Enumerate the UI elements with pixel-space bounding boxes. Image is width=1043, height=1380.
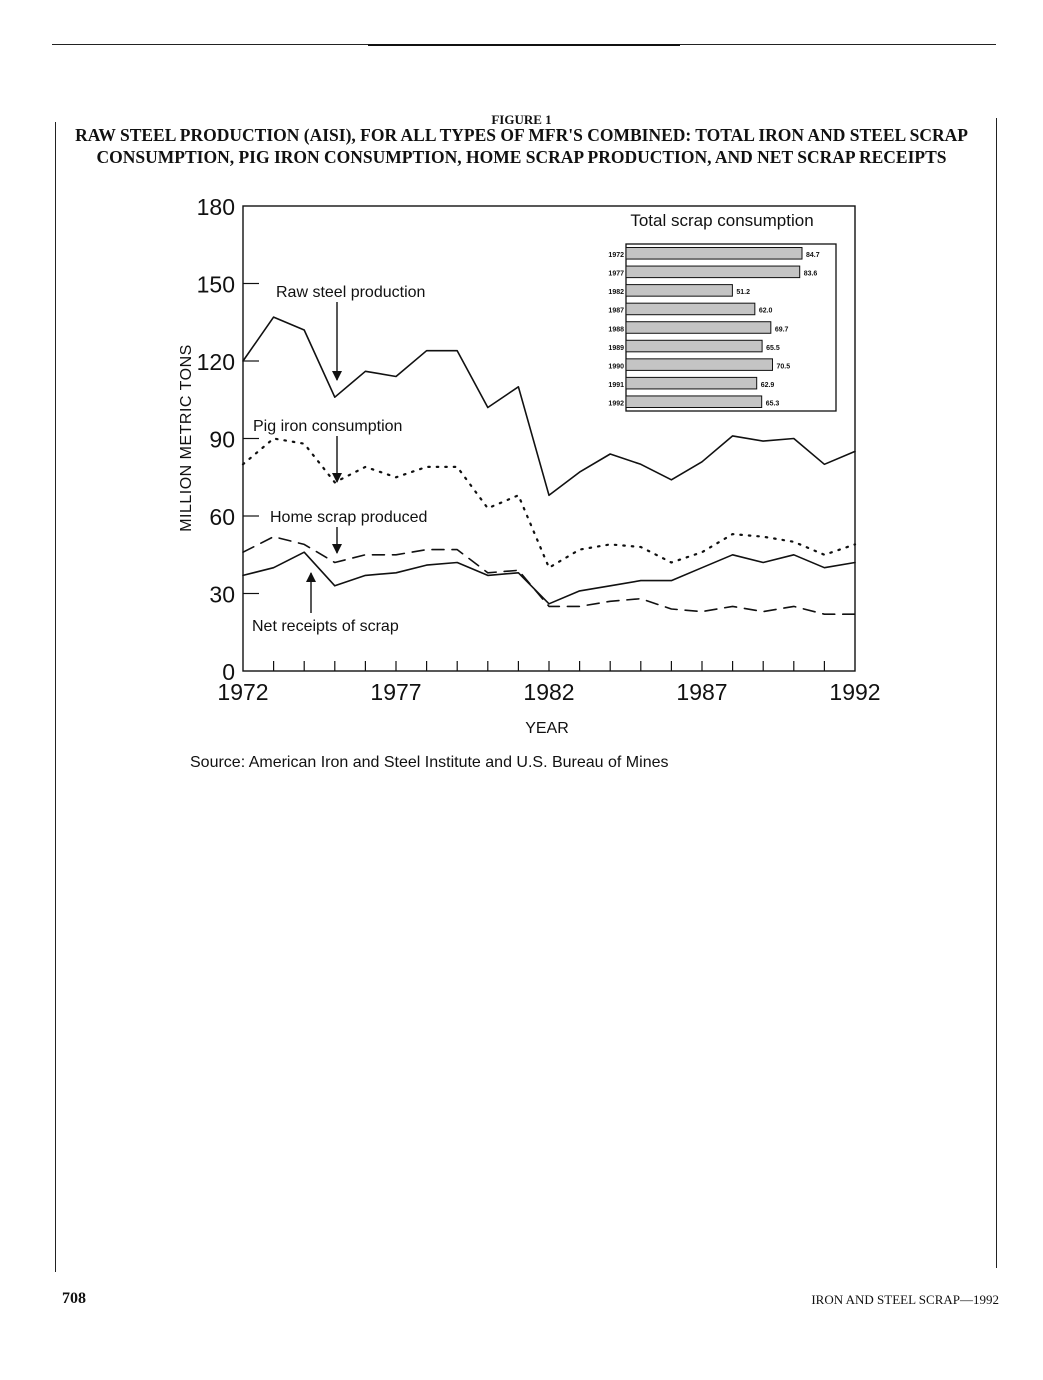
x-tick-label: 1972 xyxy=(217,679,269,705)
y-tick-label: 120 xyxy=(196,349,235,375)
inset-bar xyxy=(626,396,762,408)
inset-value-label: 62.0 xyxy=(758,307,773,315)
inset-bar xyxy=(626,377,757,389)
inset-category-label: 1987 xyxy=(608,307,624,315)
inset-category-label: 1988 xyxy=(608,326,624,334)
inset-title: Total scrap consumption xyxy=(630,211,814,230)
y-tick-label: 0 xyxy=(222,659,235,685)
series-annotation-label: Net receipts of scrap xyxy=(252,618,399,635)
x-tick-label: 1987 xyxy=(676,679,728,705)
x-tick-label: 1992 xyxy=(829,679,881,705)
series-annotation-label: Home scrap produced xyxy=(270,509,428,526)
inset-bar xyxy=(626,285,732,297)
x-tick-label: 1977 xyxy=(370,679,422,705)
inset-bar xyxy=(626,322,771,334)
x-tick-label: 1982 xyxy=(523,679,575,705)
figure-label: FIGURE 1 xyxy=(491,112,552,127)
series-annotation-label: Raw steel production xyxy=(276,284,426,301)
inset-value-label: 65.5 xyxy=(766,344,780,352)
y-tick-label: 90 xyxy=(209,426,235,453)
inset-value-label: 62.9 xyxy=(760,381,775,389)
y-axis-label: MILLION METRIC TONS xyxy=(178,344,195,532)
figure-title: RAW STEEL PRODUCTION (AISI), FOR ALL TYPES OF MFR'S COMBINED: TOTAL IRON AND STEEL SCRAP CONSUMPTION, PIG IRON CONSUMPTION, HOME SCRAP PRODUCTION, AND NET SCRAP RECEIPTS xyxy=(75,125,968,167)
inset-category-label: 1991 xyxy=(608,381,624,389)
source-note: Source: American Iron and Steel Institute and U.S. Bureau of Mines xyxy=(190,754,669,771)
inset-bar xyxy=(626,248,802,260)
inset-value-label: 70.5 xyxy=(776,363,791,371)
inset-bar xyxy=(626,359,772,371)
inset-value-label: 84.7 xyxy=(806,252,820,260)
inset-category-label: 1990 xyxy=(608,363,624,371)
inset-category-label: 1977 xyxy=(608,270,624,278)
y-tick-label: 180 xyxy=(196,194,235,220)
running-head: IRON AND STEEL SCRAP—1992 xyxy=(811,1292,999,1307)
inset-value-label: 51.2 xyxy=(736,289,751,297)
inset-bar xyxy=(626,266,800,278)
annotation-arrowhead xyxy=(332,544,342,554)
inset-value-label: 69.7 xyxy=(774,326,789,334)
x-axis-label: YEAR xyxy=(525,720,569,737)
inset-value-label: 83.6 xyxy=(803,270,818,278)
y-tick-label: 60 xyxy=(209,504,235,530)
page-number: 708 xyxy=(62,1290,86,1307)
inset-bar xyxy=(626,340,762,352)
annotation-arrowhead xyxy=(332,371,342,381)
y-tick-label: 150 xyxy=(196,271,235,298)
inset-category-label: 1972 xyxy=(608,252,624,260)
y-tick-label: 30 xyxy=(209,581,235,608)
inset-category-label: 1992 xyxy=(608,400,624,408)
series-annotation-label: Pig iron consumption xyxy=(253,418,403,435)
inset-bar xyxy=(626,303,755,315)
inset-value-label: 65.3 xyxy=(765,400,780,408)
inset-category-label: 1989 xyxy=(608,344,624,352)
annotation-arrowhead xyxy=(306,572,316,582)
inset-category-label: 1982 xyxy=(608,289,624,297)
series-line-net-receipts-of-scrap xyxy=(243,552,855,604)
